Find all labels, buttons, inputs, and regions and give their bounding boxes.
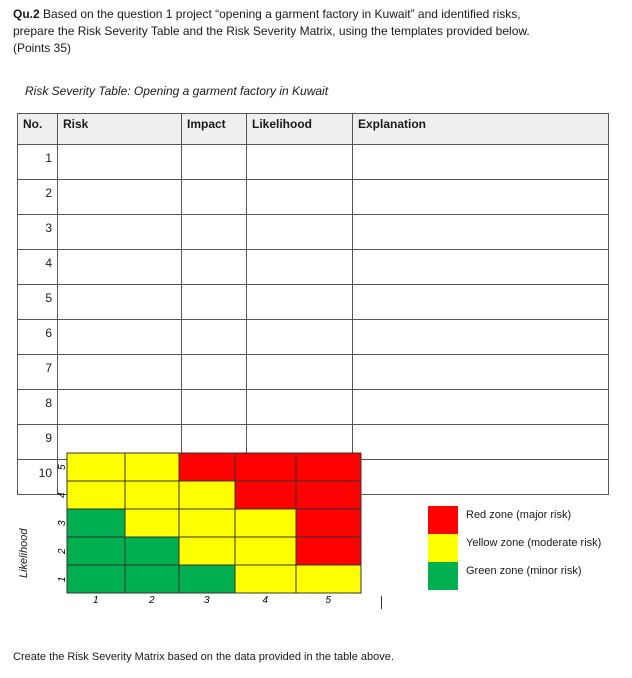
footer-instruction: Create the Risk Severity Matrix based on the data provided in the table above. [13,651,394,663]
matrix-cell [179,453,235,481]
matrix-cell [296,481,361,509]
matrix-cell [235,453,296,481]
matrix-cell [235,565,296,593]
legend-label-yellow: Yellow zone (moderate risk) [466,537,602,549]
row-number: 9 [18,425,58,460]
row-number: 5 [18,285,58,320]
text-cursor [381,596,382,609]
matrix-cell [67,565,125,593]
header-explanation: Explanation [353,114,609,145]
x-tick-label: 3 [204,595,210,606]
matrix-cell [179,537,235,565]
matrix-cell [125,565,179,593]
legend-swatch-yellow [428,534,458,562]
legend-swatch-green [428,562,458,590]
row-number: 6 [18,320,58,355]
matrix-cell [235,481,296,509]
legend-label-green: Green zone (minor risk) [466,565,582,577]
x-tick-label: 2 [149,595,155,606]
matrix-cell [179,481,235,509]
matrix-cell [296,453,361,481]
matrix-cell [67,537,125,565]
row-number: 1 [18,145,58,180]
question-points: (Points 35) [13,41,72,55]
y-tick-label: 2 [57,548,68,554]
y-tick-label: 3 [57,520,68,526]
question-line-2: prepare the Risk Severity Table and the Risk Severity Matrix, using the templates provided below. [13,24,530,38]
row-number: 3 [18,215,58,250]
matrix-y-axis-label: Likelihood [18,528,30,578]
matrix-cell [179,509,235,537]
row-number: 8 [18,390,58,425]
legend-swatch-red [428,506,458,534]
header-no: No. [18,114,58,145]
row-number: 10 [18,460,58,495]
question-line-1: Based on the question 1 project “opening a garment factory in Kuwait” and identified risks, [39,7,521,21]
header-impact: Impact [182,114,247,145]
x-tick-label: 4 [262,595,269,606]
matrix-cell [296,537,361,565]
matrix-cell [235,537,296,565]
row-number: 7 [18,355,58,390]
matrix-cell [125,481,179,509]
header-likelihood: Likelihood [247,114,353,145]
matrix-cell [296,565,361,593]
table-caption: Risk Severity Table: Opening a garment factory in Kuwait [25,84,329,98]
legend-label-red: Red zone (major risk) [466,509,572,521]
y-tick-label: 5 [57,464,68,470]
matrix-cell [125,453,179,481]
y-tick-label: 4 [57,492,68,498]
matrix-cell [67,481,125,509]
matrix-cell [125,537,179,565]
matrix-cell [296,509,361,537]
matrix-cell [67,509,125,537]
row-number: 4 [18,250,58,285]
y-tick-label: 1 [57,576,68,582]
x-tick-label: 5 [325,595,332,606]
matrix-cell [179,565,235,593]
header-risk: Risk [58,114,182,145]
matrix-cell [67,453,125,481]
matrix-cell [125,509,179,537]
matrix-cell [235,509,296,537]
row-number: 2 [18,180,58,215]
x-tick-label: 1 [93,595,99,606]
question-number: Qu.2 [13,7,40,21]
